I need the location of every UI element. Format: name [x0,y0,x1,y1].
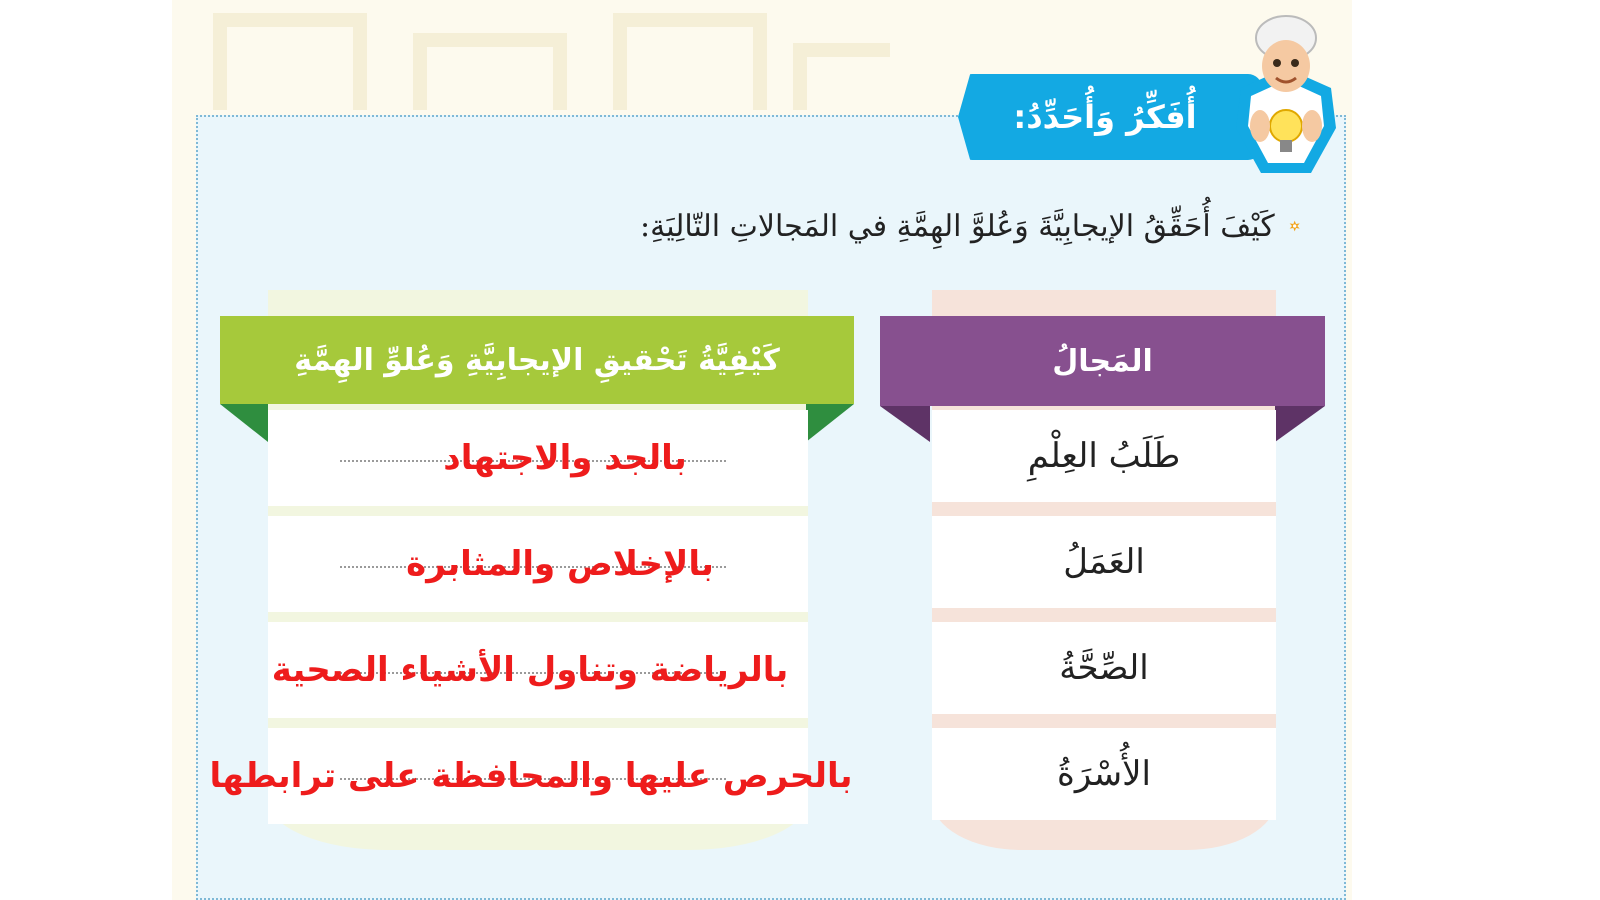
question-text: كَيْفَ أُحَقِّقُ الإيجابِيَّةَ وَعُلوَّ الهِمَّةِ في المَجالاتِ التّالِيَةِ: [640,208,1275,244]
section-title: أُفَكِّرُ وَأُحَدِّدُ: [1013,98,1197,136]
domain-cell: طَلَبُ العِلْمِ [932,410,1276,502]
header-fold [1275,406,1325,442]
answer-text: بالرياضة وتناول الأشياء الصحية [271,650,789,690]
domain-cell: الأُسْرَةُ [932,728,1276,820]
how-column-header: كَيْفِيَّةُ تَحْقيقِ الإيجابِيَّةِ وَعُلوِّ الهِمَّةِ [220,316,854,404]
header-fold [880,406,930,442]
answer-text: بالإخلاص والمثابرة [406,544,714,584]
domain-cell: العَمَلُ [932,516,1276,608]
decorative-pattern [200,0,900,110]
answer-text: بالجد والاجتهاد [443,438,687,478]
star-bullet-icon [1289,209,1300,243]
boy-with-lightbulb-icon [1236,8,1336,178]
domain-column-header: المَجالُ [880,316,1325,406]
domain-cell: الصِّحَّةُ [932,622,1276,714]
header-fold [806,404,854,442]
answer-text: بالحرص عليها والمحافظة على ترابطها [209,756,853,796]
header-fold [220,404,268,442]
question-row [640,196,1300,256]
